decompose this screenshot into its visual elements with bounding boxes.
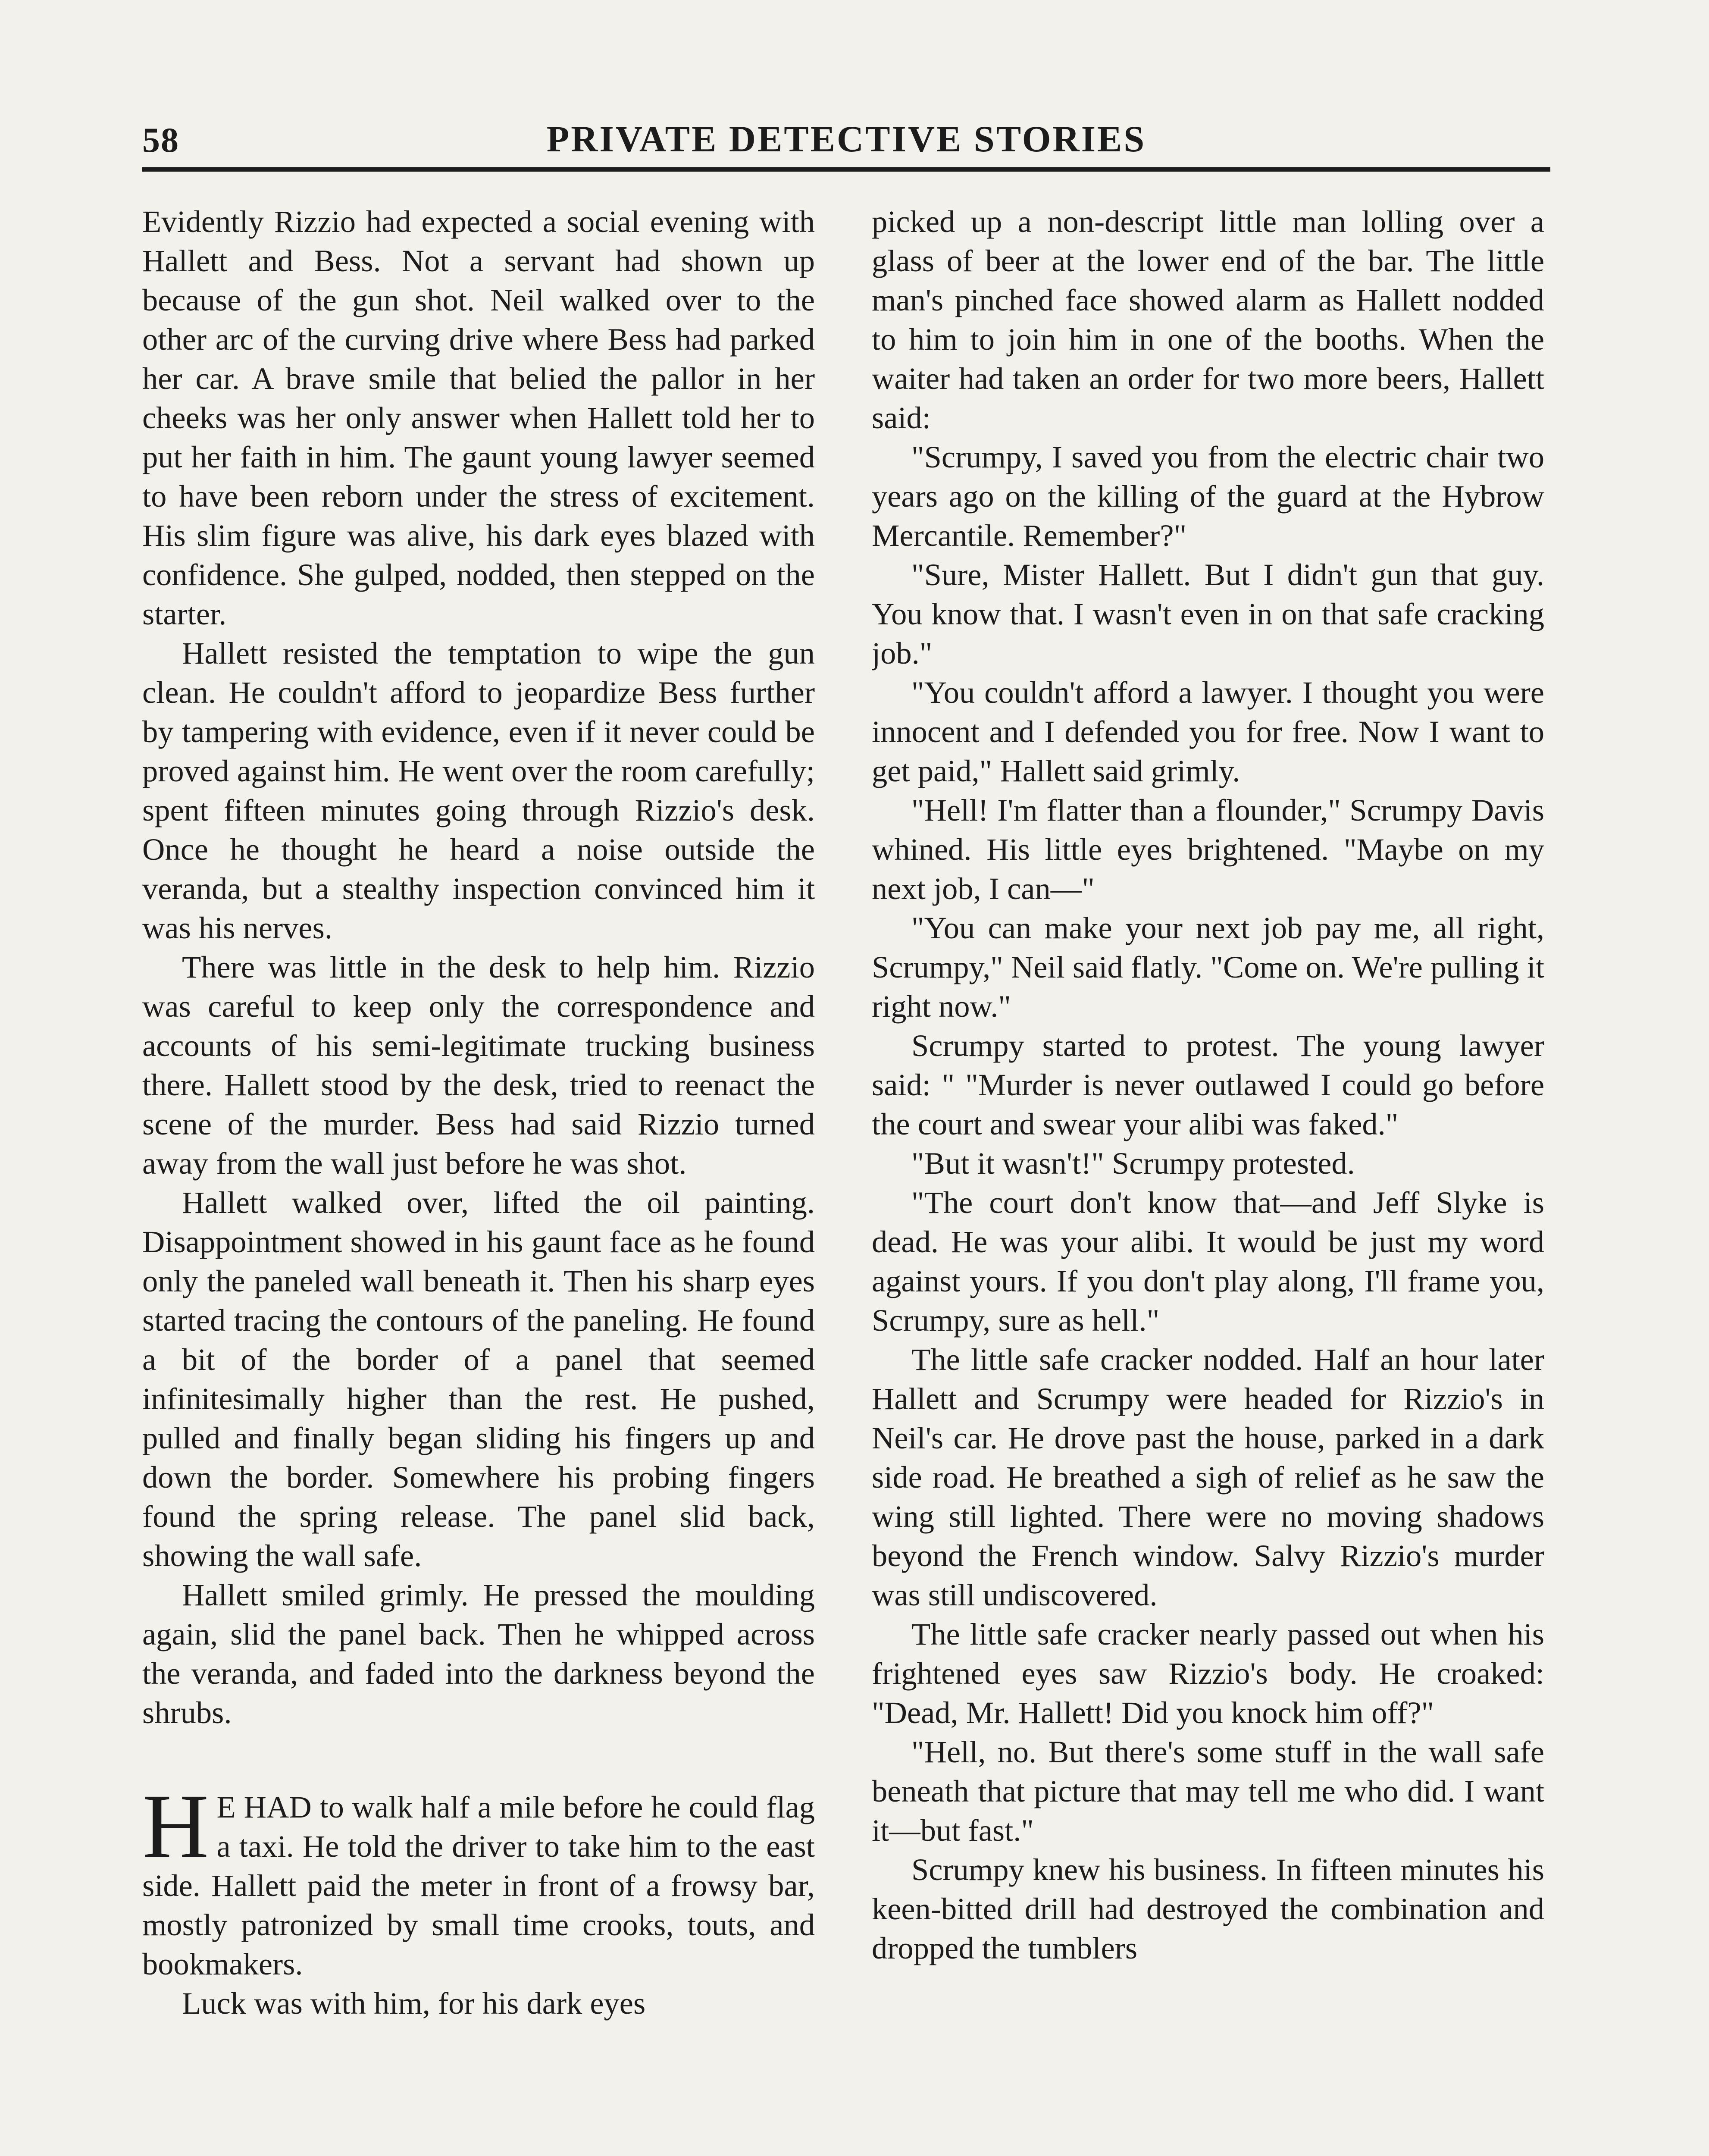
paragraph: The little safe cracker nearly passed out when his frightened eyes saw Rizzio's body. He croaked: "Dead, Mr. Hallett! Did you knock him off?": [872, 1617, 1544, 1730]
header-rule: [142, 167, 1550, 172]
paragraph: Evidently Rizzio had expected a social evening with Hallett and Bess. Not a servant had shown up because of the gun shot. Neil walked over to the other arc of the curving drive where Bess had parked her car. A brave smile that belied the pallor in her cheeks was her only answer when Hallett told her to put her faith in him. The gaunt young lawyer seemed to have been reborn under the stress of excitement. His slim figure was alive, his dark eyes blazed with confidence. She gulped, nodded, then stepped on the starter.: [142, 204, 815, 631]
paragraph: Hallett walked over, lifted the oil painting. Disappointment showed in his gaunt face as he found only the paneled wall beneath it. Then his sharp eyes started tracing the contours of the paneling. He found a bit of the border of a panel that seemed infinitesimally higher than the rest. He pushed, pulled and finally began sliding his fingers up and down the border. Somewhere his probing fingers found the spring release. The panel slid back, showing the wall safe.: [142, 1185, 815, 1573]
paragraph: "The court don't know that—and Jeff Slyke is dead. He was your alibi. It would be just my word against yours. If you don't play along, I'll frame you, Scrumpy, sure as hell.": [872, 1185, 1544, 1338]
paragraph: Luck was with him, for his dark eyes: [182, 1986, 646, 2021]
paragraph: "Scrumpy, I saved you from the electric chair two years ago on the killing of the guard at the Hybrow Mercantile. Remember?": [872, 439, 1544, 553]
paragraph: Scrumpy knew his business. In fifteen minutes his keen-bitted drill had destroyed the combination and dropped the tumblers: [872, 1852, 1544, 1965]
paragraph: picked up a non-descript little man lolling over a glass of beer at the lower end of the bar. The little man's pinched face showed alarm as Hallett nodded to him to join him in one of the booths. When the waiter had taken an order for two more beers, Hallett said:: [872, 204, 1544, 435]
paragraph: "But it wasn't!" Scrumpy protested.: [911, 1146, 1355, 1181]
running-title: PRIVATE DETECTIVE STORIES: [546, 118, 1146, 160]
paragraph: Scrumpy started to protest. The young lawyer said: " "Murder is never outlawed I could go before the court and swear your alibi was faked.": [872, 1028, 1544, 1141]
paragraph: Hallett resisted the temptation to wipe the gun clean. He couldn't afford to jeopardize Bess further by tampering with evidence, even if it never could be proved against him. He went over the room carefully; spent fifteen minutes going through Rizzio's desk. Once he thought he heard a noise outside the veranda, but a stealthy inspection convinced him it was his nerves.: [142, 636, 815, 945]
page-header: [142, 116, 1550, 167]
left-column: [142, 202, 815, 2156]
paragraph: The little safe cracker nodded. Half an hour later Hallett and Scrumpy were headed for Rizzio's in Neil's car. He drove past the house, parked in a dark side road. He breathed a sigh of relief as he saw the wing still lighted. There were no moving shadows beyond the French window. Salvy Rizzio's murder was still undiscovered.: [872, 1342, 1544, 1612]
paragraph: "Sure, Mister Hallett. But I didn't gun that guy. You know that. I wasn't even in on that safe cracking job.": [872, 557, 1544, 671]
paragraph: "You can make your next job pay me, all right, Scrumpy," Neil said flatly. "Come on. We're pulling it right now.": [872, 910, 1544, 1024]
section-lead-paragraph: [142, 1775, 815, 1984]
paragraph: "Hell! I'm flatter than a flounder," Scrumpy Davis whined. His little eyes brightened. "Maybe on my next job, I can—": [872, 793, 1544, 906]
right-column: [872, 202, 1544, 2156]
page-number: 58: [142, 120, 179, 160]
section-lead-text: E HAD to walk half a mile before he could flag a taxi. He told the driver to take him to the east side. Hallett paid the meter in front of a frowsy bar, mostly patronized by small time crooks, touts, and bookmakers.: [142, 1789, 815, 1981]
paragraph: "You couldn't afford a lawyer. I thought you were innocent and I defended you for free. Now I want to get paid," Hallett said grimly.: [872, 675, 1544, 788]
drop-cap: H: [142, 1775, 209, 1877]
paragraph: "Hell, no. But there's some stuff in the wall safe beneath that picture that may tell me who did. I want it—but fast.": [872, 1734, 1544, 1848]
paragraph: Hallett smiled grimly. He pressed the moulding again, slid the panel back. Then he whipped across the veranda, and faded into the darkness beyond the shrubs.: [142, 1577, 815, 1730]
paragraph: There was little in the desk to help him. Rizzio was careful to keep only the correspondence and accounts of his semi-legitimate trucking business there. Hallett stood by the desk, tried to reenact the scene of the murder. Bess had said Rizzio turned away from the wall just before he was shot.: [142, 950, 815, 1181]
